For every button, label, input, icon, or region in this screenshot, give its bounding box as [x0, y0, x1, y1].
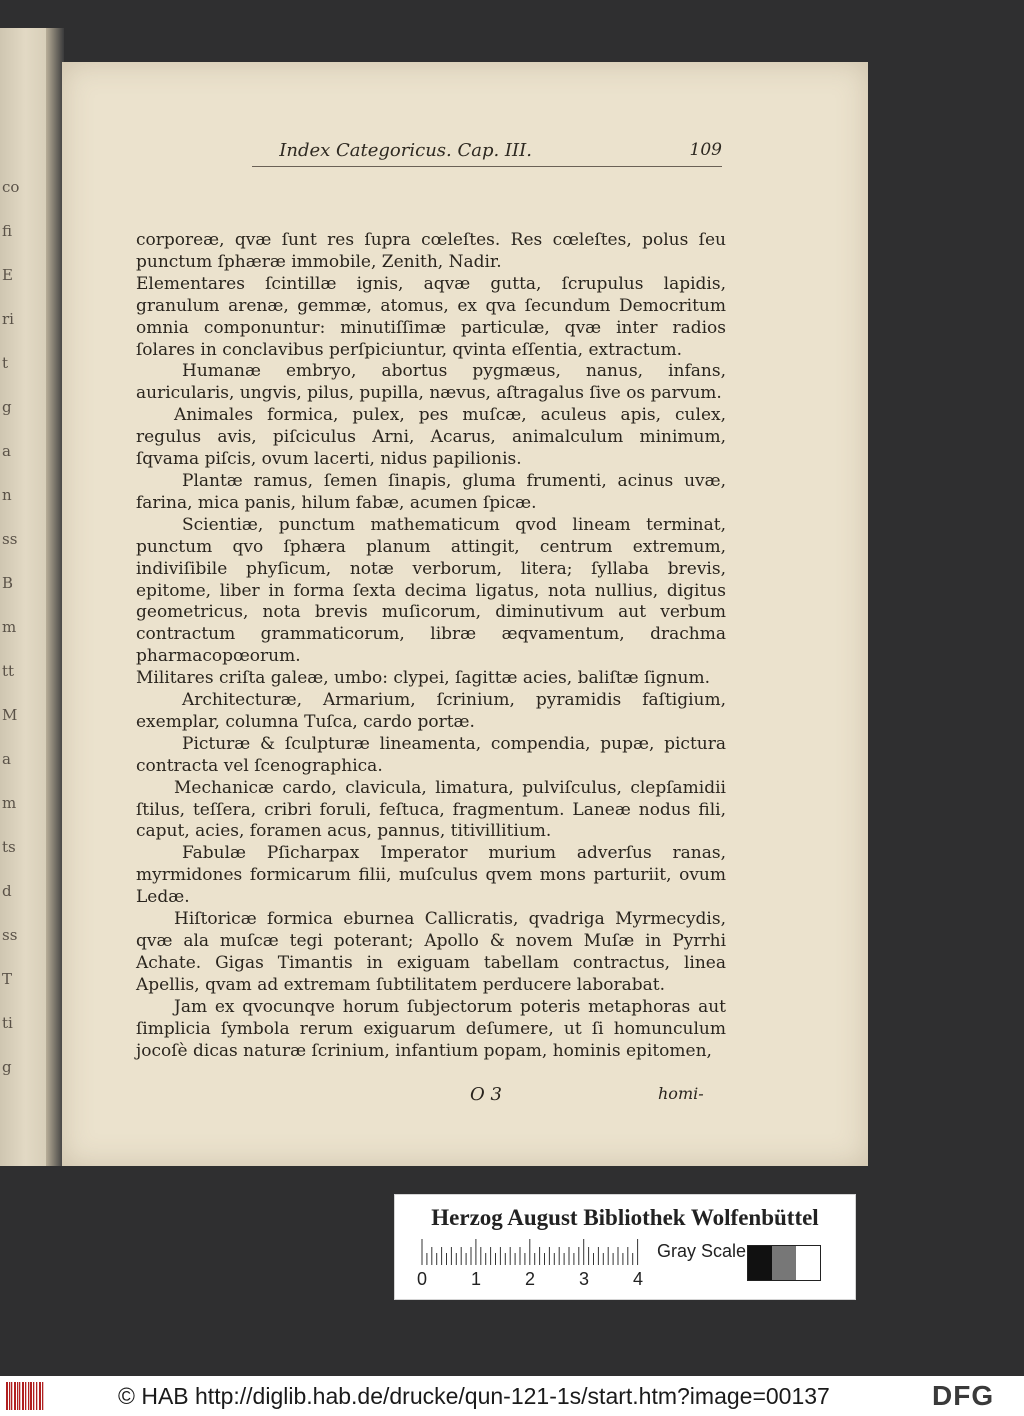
left-page-fragment: co: [2, 178, 20, 196]
library-scale-card: [394, 1194, 856, 1300]
left-page-fragment: fi: [2, 222, 13, 240]
body-paragraph: Animales formica, pulex, pes muſcæ, aculeus apis, culex, regulus avis, piſciculus Arni, Acarus, animalculum minimum, ſqvama piſcis, ovum lacerti, nidus papilionis.: [136, 405, 726, 470]
barcode-icon: [6, 1382, 46, 1410]
page-number: 109: [689, 140, 722, 160]
left-page-fragment: B: [2, 574, 14, 592]
gray-swatch: [748, 1246, 772, 1280]
body-paragraph: Militares criſta galeæ, umbo: clypei, ſagittæ acies, baliſtæ ſignum.: [136, 668, 711, 689]
left-page-fragment: tt: [2, 662, 15, 680]
body-paragraph: Picturæ & ſculpturæ lineamenta, compendia, pupæ, pictura contracta vel ſcenographica.: [136, 733, 726, 776]
body-paragraph: Fabulæ Pſicharpax Imperator murium adverſus ranas, myrmidones formicarum filii, muſculus qvem mons parturiit, ovum Ledæ.: [136, 843, 726, 908]
ruler-number: 3: [579, 1269, 590, 1289]
info-bar: [0, 1376, 1024, 1416]
gray-scale-swatches: [747, 1245, 821, 1281]
running-header: [252, 140, 722, 167]
gray-swatch: [796, 1246, 820, 1280]
body-text: [136, 230, 726, 1062]
running-head-title: Index Categoricus. Cap. III.: [279, 140, 532, 161]
body-paragraph: Jam ex qvocunqve horum ſubjectorum poteris metaphoras aut ſimplicia ſymbola rerum exiguarum deſumere, ut ſi homunculum jocoſè dicas naturæ ſcrinium, infantium popam, hominis epitomen,: [136, 996, 726, 1061]
left-page-fragment: ts: [2, 838, 16, 856]
gray-scale-label: Gray Scale: [657, 1241, 747, 1261]
body-paragraph: Mechanicæ cardo, clavicula, limatura, pulviſculus, clepſamidii ſtilus, teſſera, cribri foruli, feſtuca, fragmentum. Laneæ nodus fili, caput, acies, foramen acus, pannus, titivillitium.: [136, 777, 726, 842]
left-page-strip: [0, 28, 46, 1166]
library-name: Herzog August Bibliothek Wolfenbüttel: [431, 1205, 819, 1230]
gray-swatch: [772, 1246, 796, 1280]
left-page-fragment: n: [2, 486, 12, 504]
ruler-numbers: [417, 1269, 661, 1293]
left-page-fragment: m: [2, 618, 17, 636]
left-page-fragment: E: [2, 266, 13, 284]
left-page-fragment: ri: [2, 310, 14, 328]
ruler-number: 4: [633, 1269, 644, 1289]
left-page-fragment: ss: [2, 926, 18, 944]
left-page-fragment: ti: [2, 1014, 13, 1032]
left-page-fragment: T: [2, 970, 13, 988]
body-paragraph: corporeæ, qvæ ſunt res ſupra cœleſtes. Res cœleſtes, polus ſeu punctum ſphæræ immobile, Zenith, Nadir.: [136, 230, 726, 272]
left-page-fragment: m: [2, 794, 17, 812]
book-page: [62, 62, 868, 1166]
copyright-link[interactable]: © HAB http://diglib.hab.de/drucke/qun-121-1s/start.htm?image=00137: [118, 1383, 830, 1409]
body-paragraph: Scientiæ, punctum mathematicum qvod lineam terminat, punctum qvo ſphæra planum attingit, centrum extremum, indiviſibile phyſicum, notæ verborum, litera; ſyllaba brevis, epitome, liber in forma ſexta decima ligatus, nota nullius, digitus geometricus, nota brevis muſicorum, diminutivum aut verbum contractum grammaticorum, libræ æqvamentum, drachma pharmacopœorum.: [136, 514, 726, 667]
body-paragraph: Humanæ embryo, abortus pygmæus, nanus, infans, auricularis, ungvis, pilus, pupilla, nævus, aſtragalus ſive os parvum.: [136, 361, 726, 404]
body-paragraph: Architecturæ, Armarium, ſcrinium, pyramidis faſtigium, exemplar, columna Tuſca, cardo portæ.: [136, 690, 726, 732]
left-page-fragment: M: [2, 706, 18, 724]
left-page-fragment: g: [2, 398, 12, 416]
left-page-fragment: ss: [2, 530, 18, 548]
left-page-fragment: g: [2, 1058, 12, 1076]
catchword: homi-: [658, 1084, 704, 1103]
body-paragraph: Elementares ſcintillæ ignis, aqvæ gutta, ſcrupulus lapidis, granulum arenæ, gemmæ, atomus, ex qva ſecundum Democritum omnia componuntur: minutiſſimæ particulæ, qvæ inter radios ſolares in conclavibus perſpiciuntur, qvinta eſſentia, extractum.: [136, 273, 726, 360]
body-paragraph: Plantæ ramus, ſemen ſinapis, gluma frumenti, acinus uvæ, farina, mica panis, hilum fabæ, acumen ſpicæ.: [136, 470, 726, 513]
left-page-fragment: a: [2, 442, 11, 460]
signature-mark: O 3: [470, 1084, 502, 1105]
left-page-fragment: d: [2, 882, 12, 900]
left-page-fragment: a: [2, 750, 11, 768]
dfg-logo: DFG: [932, 1380, 995, 1411]
left-page-fragment: t: [2, 354, 9, 372]
ruler-icon: [421, 1239, 641, 1265]
ruler-number: 0: [417, 1269, 428, 1289]
ruler-number: 2: [525, 1269, 536, 1289]
ruler-number: 1: [471, 1269, 482, 1289]
body-paragraph: Hiſtoricæ formica eburnea Callicratis, qvadriga Myrmecydis, qvæ ala muſcæ tegi poterant; Apollo & novem Muſæ in Pyrrhi Achate. Gigas Timantis in exiguam tabellam contractus, linea Apellis, qvam ad extremam ſubtilitatem perducere laborabat.: [136, 909, 726, 995]
